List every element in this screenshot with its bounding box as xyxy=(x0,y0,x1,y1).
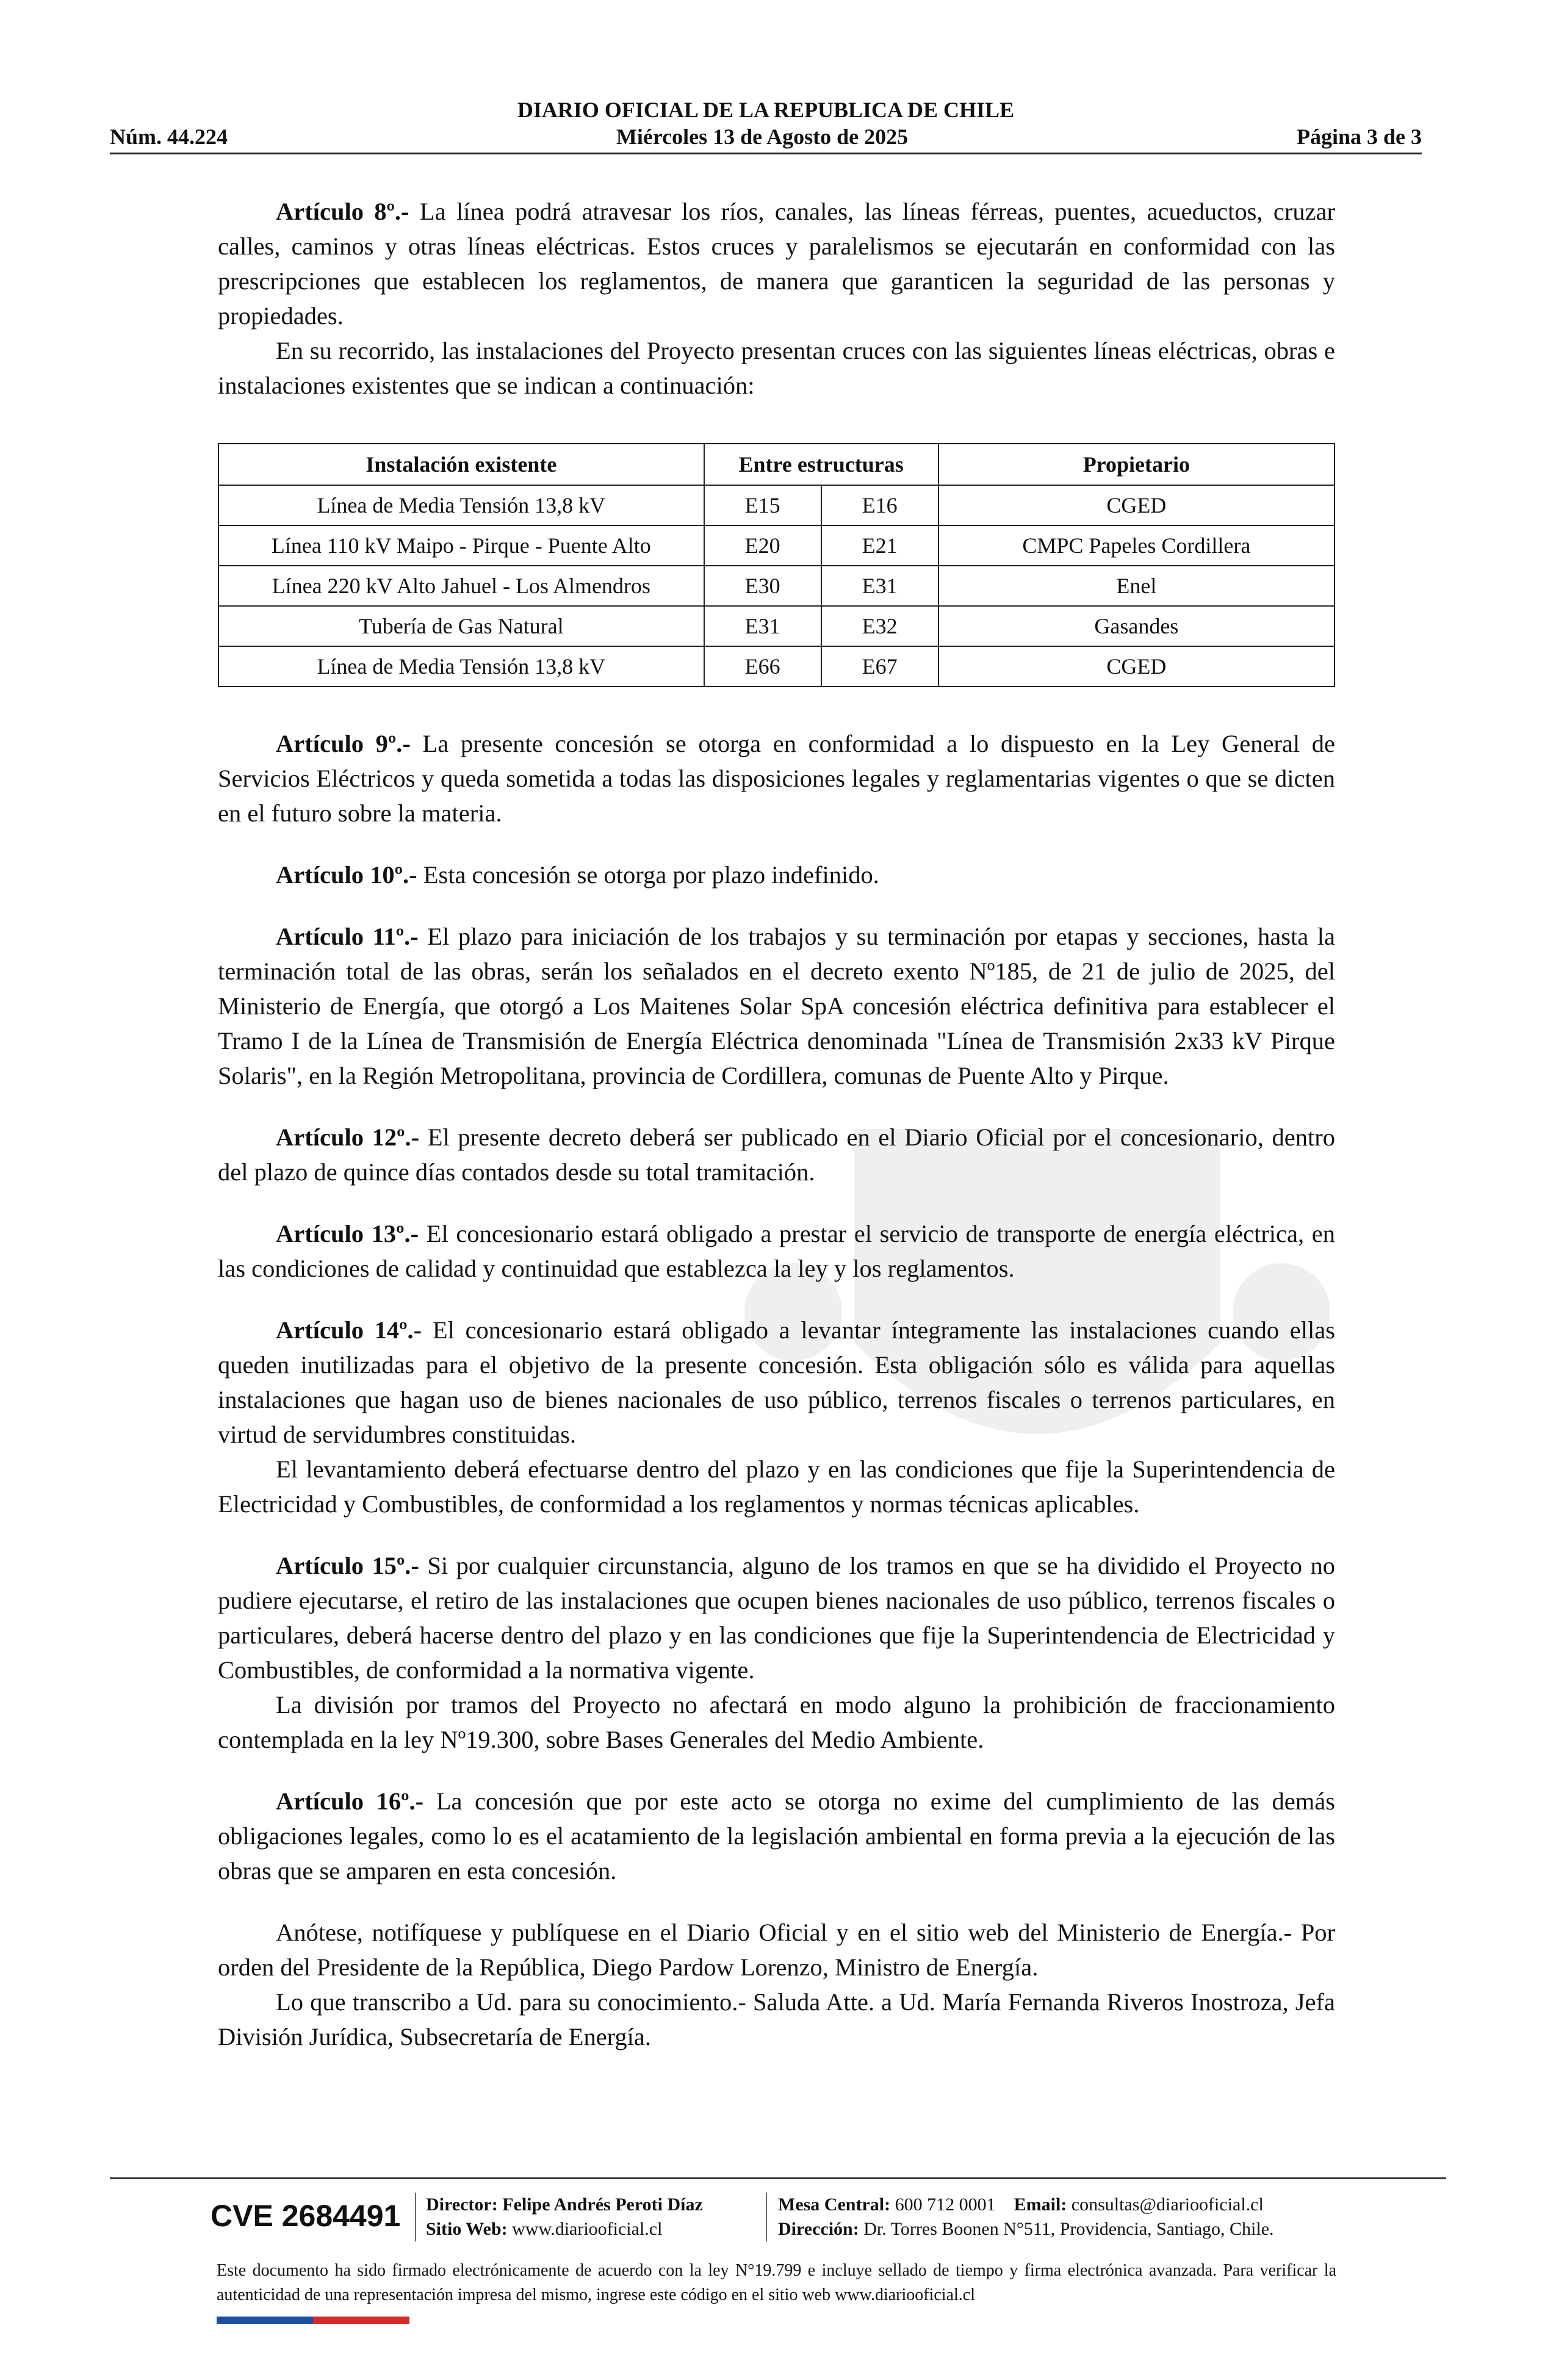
table-row: Línea 110 kV Maipo - Pirque - Puente Alto E20 E21 CMPC Papeles Cordillera xyxy=(218,525,1334,566)
signature-note: Este documento ha sido firmado electrónicamente de acuerdo con la ley N°19.799 e incluye sellado de tiempo y firma electrónica avanzada. Para verificar la autenticidad de una representación impresa del mismo, ingrese este código en el sitio web www.diariooficial.cl xyxy=(217,2261,1336,2304)
page-number: Página 3 de 3 xyxy=(1296,124,1422,149)
table-row: Línea 220 kV Alto Jahuel - Los Almendros E30 E31 Enel xyxy=(218,566,1334,606)
phone-number: 600 712 0001 xyxy=(895,2194,996,2215)
footer-director-block: Director: Felipe Andrés Peroti Díaz Sitio Web: www.diariooficial.cl xyxy=(426,2194,703,2239)
article-13: Artículo 13º.- El concesionario estará obligado a prestar el servicio de transporte de energía eléctrica, en las condiciones de calidad y continuidad que establezca la ley y los reglamentos. xyxy=(218,1220,1336,1282)
footer-contact-block: Mesa Central: 600 712 0001 Email: consultas@diariooficial.cl Dirección: Dr. Torres Boonen N°511, Providencia, Santiago, Chile. xyxy=(778,2194,1274,2239)
article-15-p1: Artículo 15º.- Si por cualquier circunstancia, alguno de los tramos en que se ha dividido el Proyecto no pudiere ejecutarse, el retiro de las instalaciones que ocupen bienes nacionales de uso público, terrenos fiscales o particulares, deberá hacerse dentro del plazo y en las condiciones que fije la Superintendencia de Electricidad y Combustibles, de conformidad a la normativa vigente. xyxy=(218,1552,1336,1684)
flag-stripe xyxy=(217,2317,409,2324)
header-structures: Entre estructuras xyxy=(704,444,938,485)
flag-blue-stripe xyxy=(217,2317,313,2324)
flag-red-stripe xyxy=(313,2317,409,2324)
header-owner: Propietario xyxy=(938,444,1334,485)
website-link[interactable]: www.diariooficial.cl xyxy=(512,2219,663,2239)
article-heading: Artículo 8º.- xyxy=(276,198,409,225)
closing-p1: Anótese, notifíquese y publíquese en el Diario Oficial y en el sitio web del Ministerio de Energía.- Por orden del Presidente de la República, Diego Pardow Lorenzo, Ministro de Energía. xyxy=(218,1919,1335,1981)
table-row: Línea de Media Tensión 13,8 kV E15 E16 CGED xyxy=(218,485,1334,525)
closing-p2: Lo que transcribo a Ud. para su conocimiento.- Saluda Atte. a Ud. María Fernanda Riveros Inostroza, Jefa División Jurídica, Subsecretaría de Energía. xyxy=(218,1988,1335,2050)
table-header-row xyxy=(218,444,1334,485)
newspaper-title: DIARIO OFICIAL DE LA REPUBLICA DE CHILE xyxy=(517,98,1015,122)
article-15-p2: La división por tramos del Proyecto no afectará en modo alguno la prohibición de fraccionamiento contemplada en la ley Nº19.300, sobre Bases Generales del Medio Ambiente. xyxy=(218,1691,1335,1753)
article-10: Artículo 10º.- Esta concesión se otorga por plazo indefinido. xyxy=(276,861,879,889)
footer-divider xyxy=(415,2193,416,2241)
page-header xyxy=(110,95,1422,154)
page-footer xyxy=(110,2177,1446,2304)
header-installation: Instalación existente xyxy=(218,444,704,485)
table-row: Tubería de Gas Natural E31 E32 Gasandes xyxy=(218,606,1334,646)
article-9: Artículo 9º.- La presente concesión se otorga en conformidad a lo dispuesto en la Ley General de Servicios Eléctricos y queda sometida a todas las disposiciones legales y reglamentarias vigentes o que se dicten en el futuro sobre la materia. xyxy=(218,730,1336,827)
article-16: Artículo 16º.- La concesión que por este acto se otorga no exime del cumplimiento de las demás obligaciones legales, como lo es el acatamiento de la legislación ambiental en forma previa a la ejecución de las obras que se amparen en esta concesión. xyxy=(218,1787,1335,1884)
document-body xyxy=(218,194,1335,2054)
footer-divider xyxy=(766,2193,767,2241)
article-8-p1: Artículo 8º.- La línea podrá atravesar los ríos, canales, las líneas férreas, puentes, acueductos, cruzar calles, caminos y otras líneas eléctricas. Estos cruces y paralelismos se ejecutarán en conformidad con las prescripciones que establecen los reglamentos, de manera que garanticen la seguridad de las personas y propiedades. xyxy=(218,198,1336,330)
article-8-p2: En su recorrido, las instalaciones del Proyecto presentan cruces con las siguientes líneas eléctricas, obras e instalaciones existentes que se indican a continuación: xyxy=(218,337,1335,399)
issue-date: Miércoles 13 de Agosto de 2025 xyxy=(616,124,909,149)
article-11: Artículo 11º.- El plazo para iniciación de los trabajos y su terminación por etapas y secciones, hasta la terminación total de las obras, serán los señalados en el decreto exento Nº185, de 21 de julio de 2025, del Ministerio de Energía, que otorgó a Los Maitenes Solar SpA concesión eléctrica definitiva para establecer el Tramo I de la Línea de Transmisión de Energía Eléctrica denominada "Línea de Transmisión 2x33 kV Pirque Solaris", en la Región Metropolitana, provincia de Cordillera, comunas de Puente Alto y Pirque. xyxy=(218,923,1335,1089)
table-row: Línea de Media Tensión 13,8 kV E66 E67 CGED xyxy=(218,646,1334,687)
issue-number: Núm. 44.224 xyxy=(110,124,228,149)
cve-code: CVE 2684491 xyxy=(211,2199,401,2233)
director-name: Felipe Andrés Peroti Díaz xyxy=(502,2194,703,2215)
article-14-p1: Artículo 14º.- El concesionario estará obligado a levantar íntegramente las instalaciones cuando ellas queden inutilizadas para el objetivo de la presente concesión. Esta obligación sólo es válida para aquellas instalaciones que hagan uso de bienes nacionales de uso público, terrenos fiscales o terrenos particulares, en virtud de servidumbres constituidas. xyxy=(218,1316,1335,1448)
article-12: Artículo 12º.- El presente decreto deberá ser publicado en el Diario Oficial por el concesionario, dentro del plazo de quince días contados desde su total tramitación. xyxy=(218,1123,1335,1186)
header-row xyxy=(110,124,1422,150)
address: Dr. Torres Boonen N°511, Providencia, Santiago, Chile. xyxy=(863,2219,1274,2239)
crossings-table xyxy=(218,443,1335,687)
article-14-p2: El levantamiento deberá efectuarse dentro del plazo y en las condiciones que fije la Superintendencia de Electricidad y Combustibles, de conformidad a los reglamentos y normas técnicas aplicables. xyxy=(218,1455,1335,1518)
email-link[interactable]: consultas@diariooficial.cl xyxy=(1071,2194,1264,2215)
